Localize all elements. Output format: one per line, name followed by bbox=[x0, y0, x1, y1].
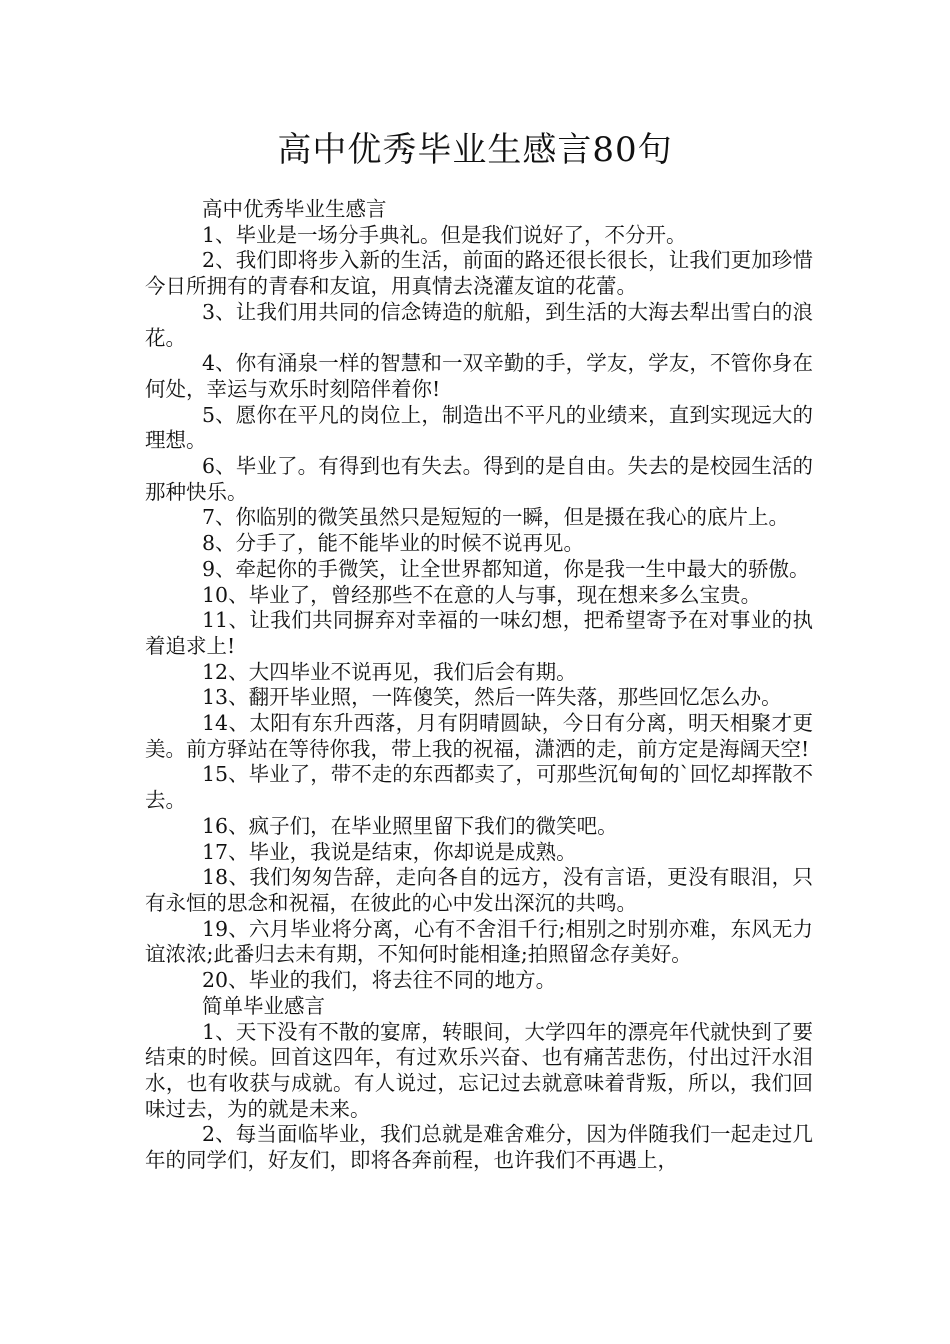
paragraph: 16、疯子们，在毕业照里留下我们的微笑吧。 bbox=[202, 813, 618, 838]
paragraph: 7、你临别的微笑虽然只是短短的一瞬，但是摄在我心的底片上。 bbox=[202, 505, 790, 530]
paragraph: 2、我们即将步入新的生活，前面的路还很长很长，让我们更加珍惜今日所拥有的青春和友谊，用真情去浇灌友谊的花蕾。 bbox=[145, 248, 813, 299]
document-body bbox=[145, 197, 813, 1174]
paragraph: 20、毕业的我们，将去往不同的地方。 bbox=[202, 968, 557, 993]
paragraph: 18、我们匆匆告辞，走向各自的远方，没有言语，更没有眼泪，只有永恒的思念和祝福，在彼此的心中发出深沉的共鸣。 bbox=[145, 865, 813, 915]
section-heading: 简单毕业感言 bbox=[202, 993, 325, 1018]
document-title: 高中优秀毕业生感言80句 bbox=[277, 130, 673, 170]
paragraph: 15、毕业了，带不走的东西都卖了，可那些沉甸甸的`回忆却挥散不去。 bbox=[145, 762, 813, 813]
paragraph: 17、毕业，我说是结束，你却说是成熟。 bbox=[202, 839, 577, 864]
paragraph: 1、毕业是一场分手典礼。但是我们说好了，不分开。 bbox=[202, 222, 687, 247]
paragraph: 14、太阳有东升西落，月有阴晴圆缺，今日有分离，明天相聚才更美。前方驿站在等待你我，带上我的祝福，潇洒的走，前方定是海阔天空! bbox=[145, 711, 813, 761]
paragraph: 6、毕业了。有得到也有失去。得到的是自由。失去的是校园生活的那种快乐。 bbox=[145, 454, 813, 504]
paragraph: 2、每当面临毕业，我们总就是难舍难分，因为伴随我们一起走过几年的同学们，好友们，即将各奔前程，也许我们不再遇上， bbox=[145, 1122, 813, 1173]
paragraph: 3、让我们用共同的信念铸造的航船，到生活的大海去犁出雪白的浪花。 bbox=[145, 299, 813, 350]
paragraph: 高中优秀毕业生感言 bbox=[202, 197, 387, 221]
paragraph: 1、天下没有不散的宴席，转眼间，大学四年的漂亮年代就快到了要结束的时候。回首这四年，有过欢乐兴奋、也有痛苦悲伤，付出过汗水泪水，也有收获与成就。有人说过，忘记过去就意味着背叛，所以，我们回味过去，为的就是未来。 bbox=[145, 1019, 813, 1121]
paragraph: 12、大四毕业不说再见，我们后会有期。 bbox=[202, 659, 577, 684]
paragraph: 8、分手了，能不能毕业的时候不说再见。 bbox=[202, 531, 585, 556]
paragraph: 11、让我们共同摒弃对幸福的一味幻想，把希望寄予在对事业的执着追求上! bbox=[145, 608, 813, 658]
paragraph: 13、翻开毕业照，一阵傻笑，然后一阵失落，那些回忆怎么办。 bbox=[202, 685, 782, 710]
paragraph: 4、你有涌泉一样的智慧和一双辛勤的手，学友，学友，不管你身在何处，幸运与欢乐时刻陪伴着你! bbox=[145, 351, 813, 401]
paragraph: 9、牵起你的手微笑，让全世界都知道，你是我一生中最大的骄傲。 bbox=[202, 556, 810, 581]
paragraph: 10、毕业了，曾经那些不在意的人与事，现在想来多么宝贵。 bbox=[202, 582, 762, 607]
paragraph: 5、愿你在平凡的岗位上，制造出不平凡的业绩来，直到实现远大的理想。 bbox=[145, 402, 813, 453]
paragraph: 19、六月毕业将分离，心有不舍泪千行;相别之时别亦难，东风无力谊浓浓;此番归去未有期，不知何时能相逢;拍照留念存美好。 bbox=[145, 916, 813, 967]
